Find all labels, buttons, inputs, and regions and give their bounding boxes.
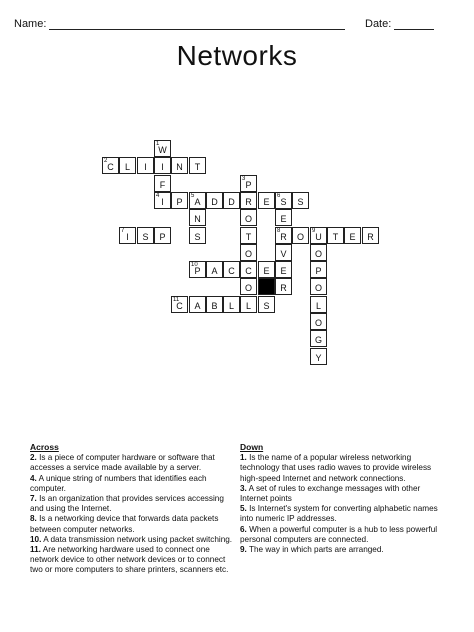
grid-cell[interactable] (189, 157, 206, 174)
across-clue (30, 514, 238, 534)
clue-text: Is Internet's system for converting alphabetic names into numeric IP addresses. (240, 504, 438, 524)
clue-number: 4 (156, 193, 160, 199)
grid-cell[interactable] (223, 296, 240, 313)
cell-letter: O (314, 283, 322, 293)
name-label: Name: (14, 18, 47, 30)
grid-cell[interactable] (310, 261, 327, 278)
grid-cell[interactable] (310, 278, 327, 295)
across-clues (30, 442, 238, 576)
black-cell (258, 278, 275, 295)
cell-letter: A (194, 197, 201, 207)
grid-cell[interactable] (310, 330, 327, 347)
grid-cell[interactable] (292, 192, 309, 209)
cell-letter: I (126, 232, 129, 242)
cell-letter: L (315, 301, 321, 311)
cell-letter: W (158, 145, 167, 155)
grid-cell[interactable] (223, 261, 240, 278)
cell-letter: E (280, 266, 287, 276)
cell-letter: I (161, 162, 164, 172)
grid-cell[interactable] (189, 227, 206, 244)
clue-number: 3 (242, 176, 246, 182)
cell-letter: E (349, 232, 356, 242)
cell-letter: O (314, 249, 322, 259)
grid-cell[interactable] (240, 192, 257, 209)
clue-number: 5. (240, 504, 247, 514)
cell-letter: I (144, 162, 147, 172)
grid-cell[interactable] (223, 192, 240, 209)
clue-number: 9 (312, 228, 316, 234)
cell-letter: C (107, 162, 114, 172)
grid-cell[interactable] (310, 227, 327, 244)
grid-cell[interactable] (327, 227, 344, 244)
grid-cell[interactable] (154, 175, 171, 192)
cell-letter: L (228, 301, 234, 311)
cell-letter: N (176, 162, 183, 172)
clue-number: 10 (191, 262, 198, 268)
cell-letter: R (280, 232, 287, 242)
cell-letter: R (245, 197, 252, 207)
page-title: Networks (176, 40, 298, 71)
cell-letter: S (142, 232, 149, 242)
grid-cell[interactable] (171, 192, 188, 209)
clue-number: 3. (240, 483, 247, 493)
grid-cell[interactable] (240, 296, 257, 313)
grid-cell[interactable] (344, 227, 361, 244)
down-clue (240, 525, 445, 545)
clue-text: A set of rules to exchange messages with other Internet points (240, 483, 421, 504)
grid-cell[interactable] (240, 209, 257, 226)
grid-cell[interactable] (119, 157, 136, 174)
grid-cell[interactable] (189, 192, 206, 209)
down-clue (240, 504, 445, 524)
cell-letter: C (228, 266, 235, 276)
clue-number: 6. (240, 524, 247, 534)
cell-letter: P (176, 197, 183, 207)
cell-letter: O (244, 249, 252, 259)
cell-letter: L (124, 162, 130, 172)
cell-letter: V (280, 249, 287, 259)
date-label: Date: (365, 18, 392, 30)
grid-cell[interactable] (189, 261, 206, 278)
clue-text: When a powerful computer is a hub to less powerful personal computers are connected. (240, 524, 438, 544)
grid-cell[interactable] (275, 244, 292, 261)
clue-number: 11. (30, 545, 41, 555)
clue-number: 5 (191, 193, 195, 199)
grid-cell[interactable] (137, 157, 154, 174)
cell-letter: P (315, 266, 322, 276)
clue-text: Is a networking device that forwards data packets between computer networks. (30, 514, 219, 534)
clue-number: 7. (30, 494, 37, 504)
grid-cell[interactable] (206, 192, 223, 209)
grid-cell[interactable] (171, 157, 188, 174)
grid-cell[interactable] (240, 175, 257, 192)
grid-cell[interactable] (362, 227, 379, 244)
clue-text: Is an organization that provides services accessing and using the Internet. (30, 494, 224, 514)
clue-text: A unique string of numbers that identifies each computer. (30, 473, 207, 493)
clue-number: 2. (30, 453, 37, 463)
cell-letter: R (280, 283, 287, 293)
grid-cell[interactable] (240, 227, 257, 244)
clue-number: 2 (104, 158, 108, 164)
grid-cell[interactable] (154, 227, 171, 244)
grid-cell[interactable] (189, 209, 206, 226)
grid-cell[interactable] (310, 244, 327, 261)
cell-letter: S (263, 301, 270, 311)
grid-cell[interactable] (310, 296, 327, 313)
grid-cell[interactable] (206, 296, 223, 313)
grid-cell[interactable] (240, 261, 257, 278)
clue-text: Are networking hardware used to connect one network device to other network devices or to connect two or more computers to share printers, scanners etc. (30, 545, 229, 575)
cell-letter: D (228, 197, 235, 207)
across-clue (30, 453, 238, 473)
across-clue (30, 494, 238, 514)
clue-text: Is a piece of computer hardware or software that accesses a service made available by a server. (30, 453, 215, 473)
cell-letter: D (211, 197, 218, 207)
grid-cell[interactable] (275, 227, 292, 244)
cell-letter: T (194, 162, 201, 172)
grid-cell[interactable] (102, 157, 119, 174)
clue-number: 1. (240, 453, 247, 463)
cell-letter: C (176, 301, 183, 311)
cell-letter: R (367, 232, 374, 242)
down-clue (240, 545, 445, 555)
grid-cell[interactable] (275, 278, 292, 295)
cell-letter: O (244, 283, 252, 293)
cell-letter: I (161, 197, 164, 207)
cell-letter: L (245, 301, 251, 311)
cell-letter: N (194, 214, 201, 224)
grid-cell[interactable] (240, 278, 257, 295)
clue-number: 6 (277, 193, 281, 199)
cell-letter: F (159, 180, 166, 190)
cell-letter: Y (315, 353, 322, 363)
cell-letter: T (245, 232, 252, 242)
clue-text: A data transmission network using packet switching. (41, 534, 233, 544)
cell-letter: G (314, 335, 322, 345)
clue-number: 9. (240, 545, 247, 555)
grid-cell[interactable] (154, 157, 171, 174)
clue-number: 11 (173, 297, 180, 303)
grid-cell[interactable] (258, 296, 275, 313)
clue-number: 7 (121, 228, 125, 234)
clue-text: The way in which parts are arranged. (246, 545, 384, 555)
cell-letter: S (297, 197, 304, 207)
grid-cell[interactable] (137, 227, 154, 244)
clue-text: Is the name of a popular wireless networking technology that uses radio waves to provide wireless high-speed Internet and network connections. (240, 453, 432, 483)
cell-letter: P (159, 232, 166, 242)
clue-number: 8 (277, 228, 281, 234)
grid-cell[interactable] (206, 261, 223, 278)
grid-cell[interactable] (154, 140, 171, 157)
across-heading: Across (30, 442, 59, 452)
down-clue (240, 484, 445, 504)
cell-letter: A (194, 301, 201, 311)
down-clues (240, 442, 445, 555)
clue-number: 8. (30, 514, 37, 524)
grid-cell[interactable] (119, 227, 136, 244)
grid-cell[interactable] (154, 192, 171, 209)
cell-letter: O (244, 214, 252, 224)
across-clue (30, 535, 238, 545)
grid-cell[interactable] (258, 192, 275, 209)
cell-letter: E (263, 197, 270, 207)
across-clue (30, 474, 238, 494)
cell-letter: S (280, 197, 287, 207)
cell-letter: O (314, 318, 322, 328)
cell-letter: E (263, 266, 270, 276)
grid-cell[interactable] (275, 192, 292, 209)
grid-cell[interactable] (275, 209, 292, 226)
cell-letter: E (280, 214, 287, 224)
grid-cell[interactable] (189, 296, 206, 313)
clue-number: 1 (156, 141, 160, 147)
across-clue (30, 545, 238, 576)
cell-letter: A (211, 266, 218, 276)
cell-letter: P (194, 266, 201, 276)
cell-letter: U (315, 232, 322, 242)
cell-letter: O (296, 232, 304, 242)
grid-cell[interactable] (258, 261, 275, 278)
grid-cell[interactable] (240, 244, 257, 261)
down-heading: Down (240, 442, 264, 452)
clue-number: 10. (30, 534, 42, 544)
down-clue (240, 453, 445, 484)
cell-letter: C (245, 266, 252, 276)
cell-letter: T (332, 232, 339, 242)
cell-letter: P (245, 180, 252, 190)
cell-letter: S (194, 232, 201, 242)
grid-cell[interactable] (310, 313, 327, 330)
cell-letter: B (211, 301, 218, 311)
grid-cell[interactable] (275, 261, 292, 278)
grid-cell[interactable] (310, 348, 327, 365)
clue-number: 4. (30, 473, 37, 483)
grid-cell[interactable] (171, 296, 188, 313)
grid-cell[interactable] (292, 227, 309, 244)
